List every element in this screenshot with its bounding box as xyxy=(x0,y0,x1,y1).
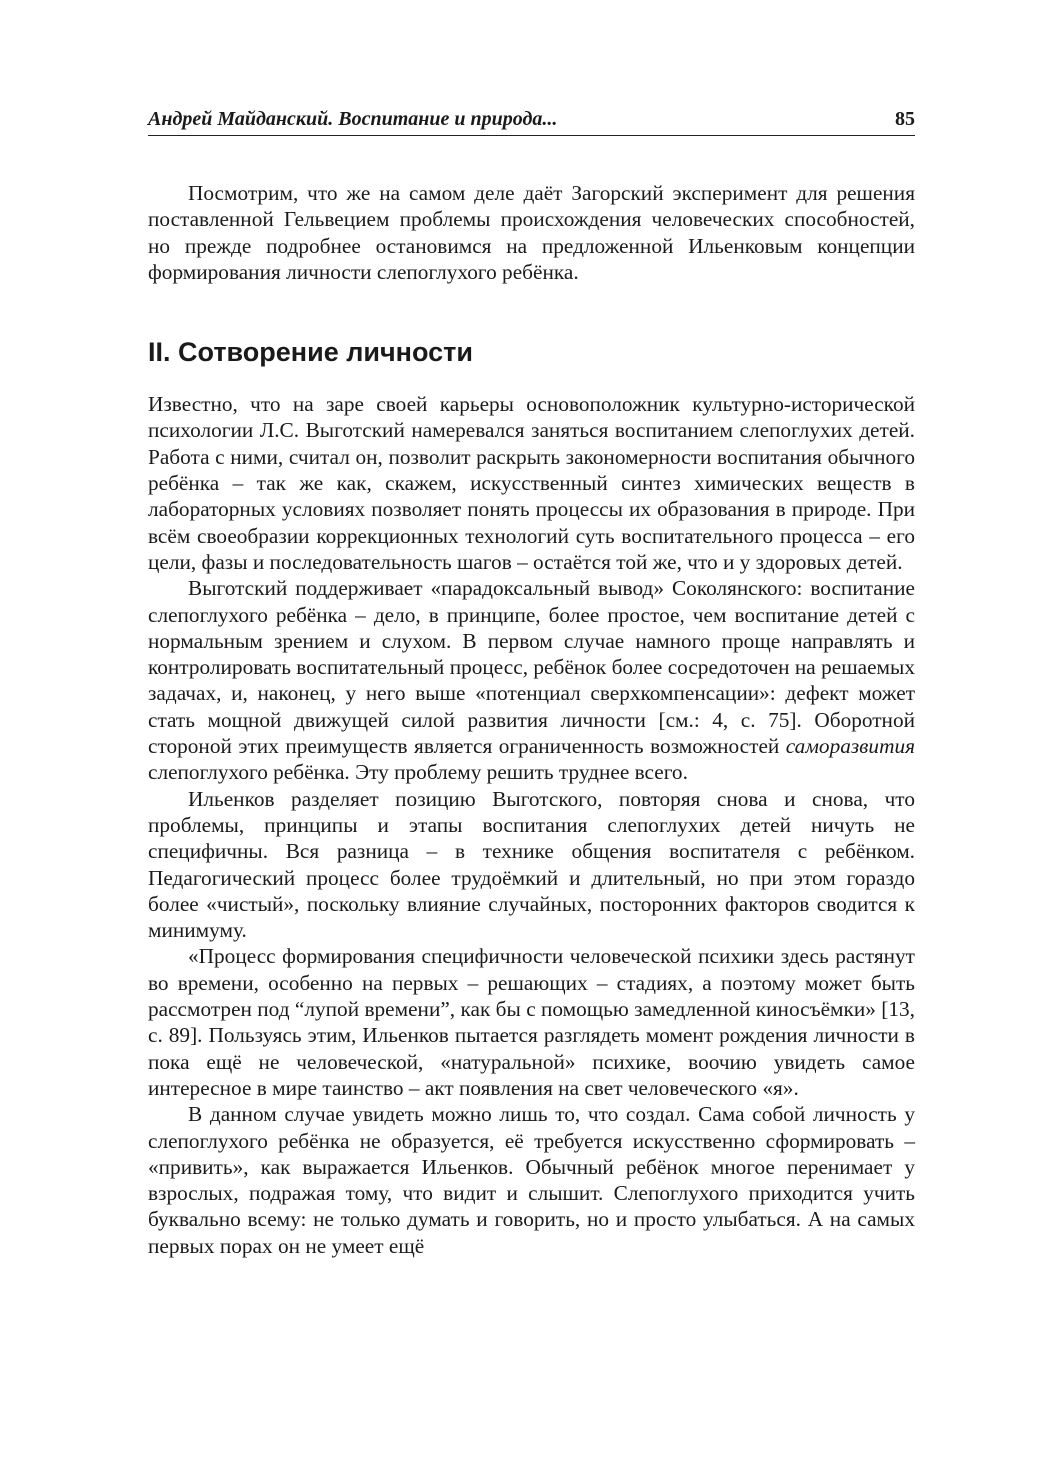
paragraph-text: слепоглухого ребёнка. Эту проблему решить труднее всего. xyxy=(148,760,688,785)
section-body xyxy=(148,391,915,1259)
paragraph xyxy=(148,575,915,785)
paragraph: Ильенков разделяет позицию Выготского, повторяя снова и снова, что проблемы, принципы и этапы воспитания слепоглухих детей ничуть не специфичны. Вся разница – в технике общения воспитателя с ребёнком. Педагогический процесс более трудоёмкий и длительный, но при этом гораздо более «чистый», поскольку влияние случайных, посторонних факторов сводится к минимуму. xyxy=(148,786,915,943)
paragraph-text: Выготский поддерживает «парадоксальный вывод» Соколянского: воспитание слепоглухого ребёнка – дело, в принципе, более простое, чем воспитание детей с нормальным зрением и слухом. В первом случае намного проще направлять и контролировать воспитательный процесс, ребёнок более сосредоточен на решаемых задачах, и, наконец, у него выше «потенциал сверхкомпенсации»: дефект может стать мощной движущей силой развития личности [см.: 4, с. 75]. Оборотной стороной этих преимуществ является ограниченность возможностей xyxy=(148,576,915,759)
emphasized-term: саморазвития xyxy=(785,734,915,759)
intro-paragraph: Посмотрим, что же на самом деле даёт Загорский эксперимент для решения поставленной Гельвецием проблемы происхождения человеческих способностей, но прежде подробнее остановимся на предложенной Ильенковым концепции формирования личности слепоглухого ребёнка. xyxy=(148,181,915,284)
running-header xyxy=(148,108,915,136)
paragraph: «Процесс формирования специфичности человеческой психики здесь растянут во времени, особенно на первых – решающих – стадиях, а поэтому может быть рассмотрен под “лупой времени”, как бы с помощью замедленной киносъёмки» [13, с. 89]. Пользуясь этим, Ильенков пытается разглядеть момент рождения личности в пока ещё не человеческой, «натуральной» психике, воочию увидеть самое интересное в мире таинство – акт появления на свет человеческого «я». xyxy=(148,944,915,1100)
document-page xyxy=(148,108,915,1259)
page-number: 85 xyxy=(895,108,915,130)
intro-block xyxy=(148,180,915,285)
section-heading: II. Сотворение личности xyxy=(148,337,473,368)
paragraph: В данном случае увидеть можно лишь то, что создал. Сама собой личность у слепоглухого ребёнка не образуется, её требуется искусственно сформировать – «привить», как выражается Ильенков. Обычный ребёнок многое перенимает у взрослых, подражая тому, что видит и слышит. Слепоглухого приходится учить буквально всему: не только думать и говорить, но и просто улыбаться. А на самых первых порах он не умеет ещё xyxy=(148,1102,915,1258)
running-title: Андрей Майданский. Воспитание и природа... xyxy=(148,108,558,130)
paragraph: Известно, что на заре своей карьеры основоположник культурно-исторической психологии Л.С. Выготский намеревался заняться воспитанием слепоглухих детей. Работа с ними, считал он, позволит раскрыть закономерности воспитания обычного ребёнка – так же как, скажем, искусственный синтез химических веществ в лабораторных условиях позволяет понять процессы их образования в природе. При всём своеобразии коррекционных технологий суть воспитательного процесса – его цели, фазы и последовательность шагов – остаётся той же, что и у здоровых детей. xyxy=(148,392,915,574)
